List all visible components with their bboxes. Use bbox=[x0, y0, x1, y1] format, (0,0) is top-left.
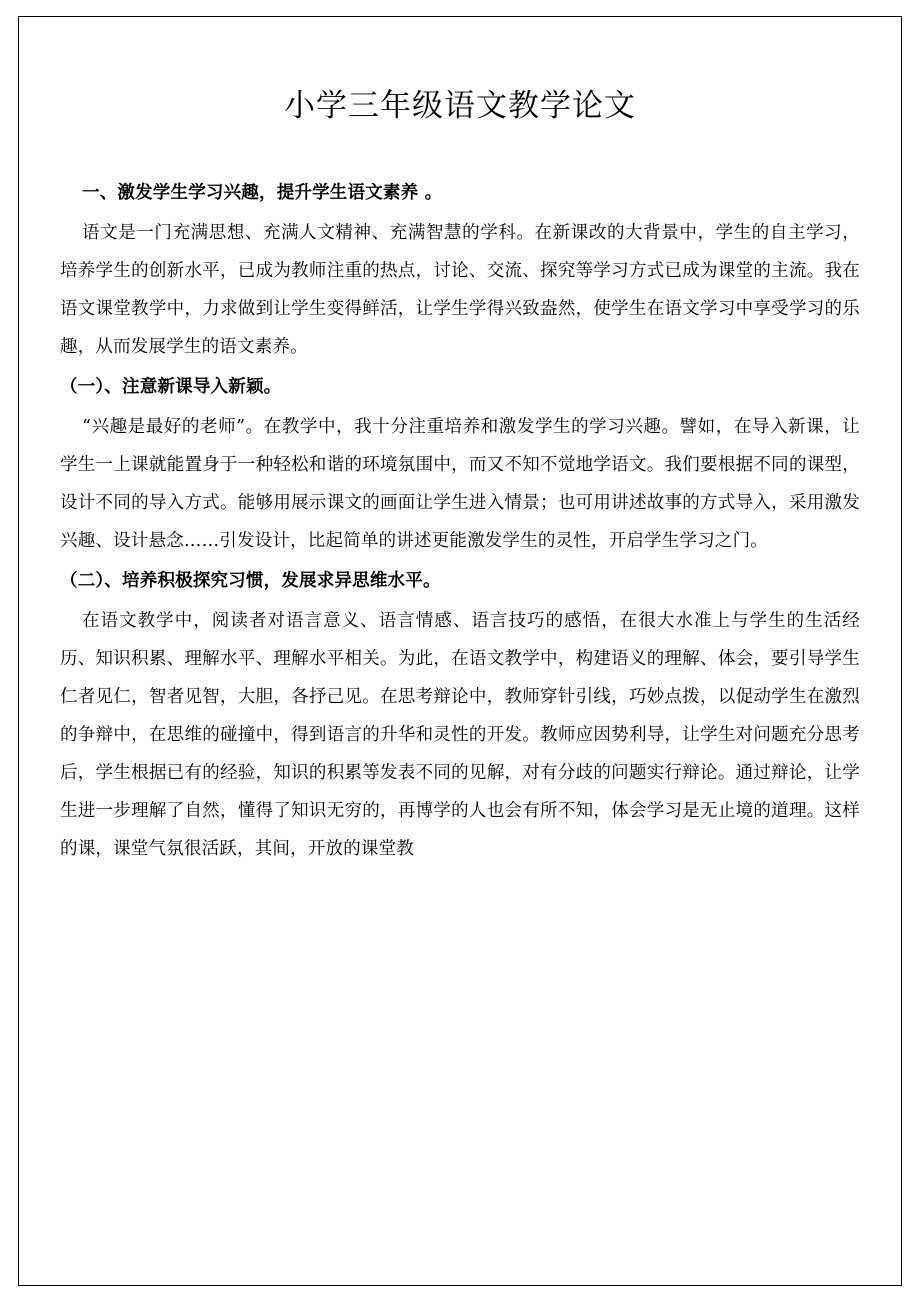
section-heading-2: （一）、注意新课导入新颖。 bbox=[60, 377, 282, 397]
section-3-paragraph-1: 在语文教学中，阅读者对语言意义、语言情感、语言技巧的感悟，在很大水准上与学生的生活经历、知识积累、理解水平、理解水平相关。为此，在语文教学中，构建语义的理解、体会，要引导学生仁者见仁，智者见智，大胆，各抒己见。在思考辩论中，教师穿针引线，巧妙点拨，以促动学生在激烈的争辩中，在思维的碰撞中，得到语言的升华和灵性的开发。教师应因势利导，让学生对问题充分思考后，学生根据已有的经验，知识的积累等发表不同的见解，对有分歧的问题实行辩论。通过辩论，让学生进一步理解了自然，懂得了知识无穷的，再博学的人也会有所不知，体会学习是无止境的道理。这样的课，课堂气氛很活跃，其间，开放的课堂教 bbox=[60, 611, 860, 859]
section-heading-3: （二）、培养积极探究习惯，发展求异思维水平。 bbox=[60, 571, 441, 591]
page-title: 小学三年级语文教学论文 bbox=[284, 88, 636, 124]
document-content bbox=[60, 60, 860, 870]
title-spacer bbox=[60, 128, 860, 174]
section-heading-1: 一、激发学生学习兴趣，提升学生语文素养 。 bbox=[82, 183, 443, 203]
section-2-paragraph-1: “兴趣是最好的老师”。在教学中，我十分注重培养和激发学生的学习兴趣。譬如，在导入新课，让学生一上课就能置身于一种轻松和谐的环境氛围中，而又不知不觉地学语文。我们要根据不同的课型，设计不同的导入方式。能够用展示课文的画面让学生进入情景；也可用讲述故事的方式导入，采用激发兴趣、设计悬念……引发设计，比起简单的讲述更能激发学生的灵性，开启学生学习之门。 bbox=[60, 417, 860, 551]
section-1-paragraph-1: 语文是一门充满思想、充满人文精神、充满智慧的学科。在新课改的大背景中，学生的自主学习，培养学生的创新水平，已成为教师注重的热点，讨论、交流、探究等学习方式已成为课堂的主流。我在语文课堂教学中，力求做到让学生变得鲜活，让学生学得兴致盎然，使学生在语文学习中享受学习的乐趣，从而发展学生的语文素养。 bbox=[60, 223, 860, 357]
